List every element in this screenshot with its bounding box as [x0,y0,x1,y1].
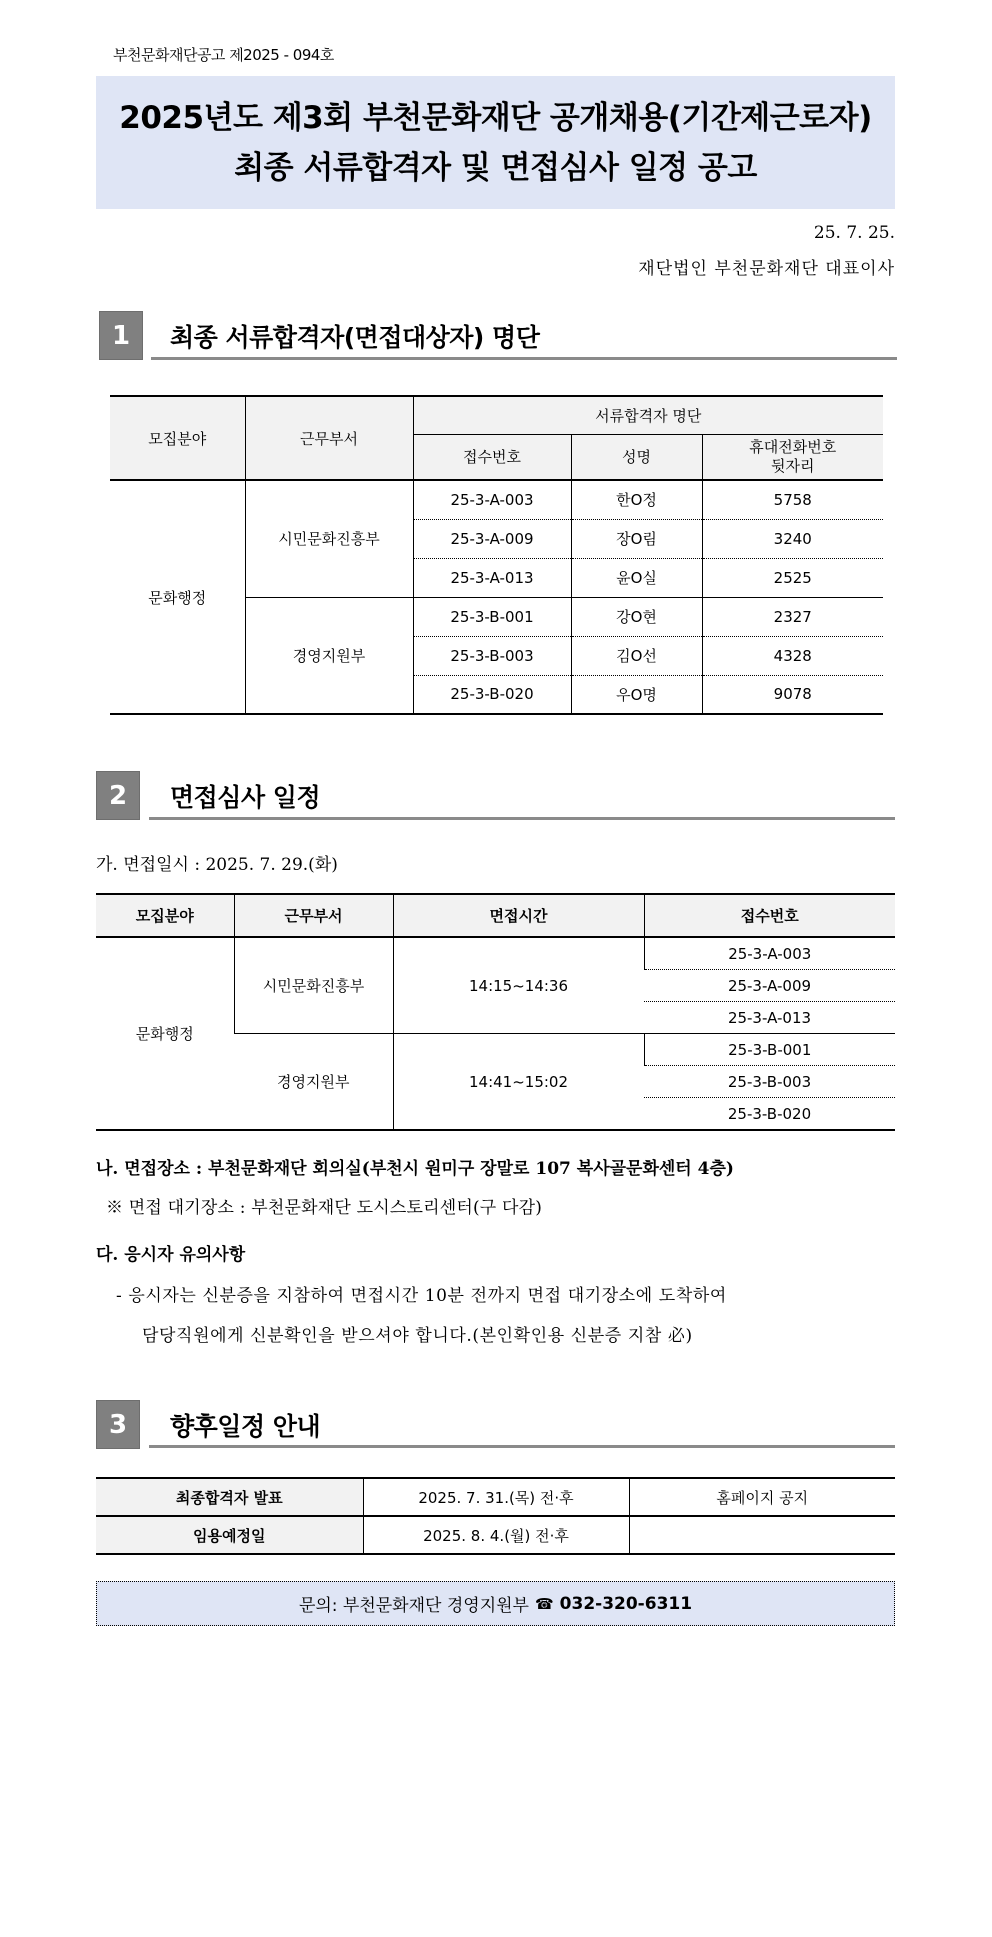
contact-box [96,1581,895,1626]
interview-location: 나. 면접장소 : 부천문화재단 회의실(부천시 원미구 장말로 107 복사골문화센터 4층) [96,1159,734,1179]
receipt-no-cell: 25-3-B-001 [644,1034,895,1066]
receipt-no-cell: 25-3-A-003 [644,937,895,970]
contact-phone: 032-320-6311 [559,1593,693,1614]
issuer: 재단법인 부천문화재단 대표이사 [638,259,895,279]
header-department: 근무부서 [245,396,413,480]
table-row [96,937,895,970]
header-name: 성명 [571,434,702,480]
section-number-1: 1 [99,311,143,360]
receipt-no-cell: 25-3-A-003 [413,480,571,519]
header-group: 서류합격자 명단 [413,396,883,434]
phone-icon: ☎ [534,1594,554,1613]
schedule-date: 2025. 8. 4.(월) 전·후 [363,1516,629,1554]
phone-tail-cell: 4328 [702,636,883,675]
header-department: 근무부서 [234,894,393,937]
section-number-3: 3 [96,1400,140,1449]
section-rule-3 [149,1445,895,1448]
receipt-no-cell: 25-3-B-003 [644,1066,895,1098]
applicant-note-line-2: 담당직원에게 신분확인을 받으셔야 합니다.(본인확인용 신분증 지참 必) [142,1326,693,1346]
header-receipt-no: 접수번호 [413,434,571,480]
header-field: 모집분야 [96,894,234,937]
name-cell: 장O림 [571,519,702,558]
table-row [96,1516,895,1554]
name-cell: 강O현 [571,597,702,636]
receipt-no-cell: 25-3-B-020 [644,1098,895,1131]
phone-tail-cell: 2327 [702,597,883,636]
contact-text: 문의: 부천문화재단 경영지원부 [298,1596,529,1616]
interview-date: 가. 면접일시 : 2025. 7. 29.(화) [96,855,338,875]
phone-tail-cell: 3240 [702,519,883,558]
header-field: 모집분야 [110,396,245,480]
phone-tail-cell: 5758 [702,480,883,519]
header-phone-tail [702,434,883,480]
department-cell: 시민문화진흥부 [234,937,393,1034]
department-cell: 경영지원부 [234,1034,393,1131]
notice-number: 부천문화재단공고 제2025 - 094호 [113,46,334,64]
header-time: 면접시간 [393,894,644,937]
section-title-1: 최종 서류합격자(면접대상자) 명단 [170,323,540,352]
section-title-3: 향후일정 안내 [170,1412,321,1441]
table-row [96,1478,895,1516]
phone-tail-cell: 9078 [702,675,883,714]
title-line-2: 최종 서류합격자 및 면접심사 일정 공고 [234,149,757,186]
interview-schedule-table [96,893,895,1131]
time-cell: 14:41~15:02 [393,1034,644,1131]
name-cell: 김O선 [571,636,702,675]
applicants-table [110,395,883,715]
section-number-2: 2 [96,771,140,820]
schedule-date: 2025. 7. 31.(목) 전·후 [363,1478,629,1516]
section-rule-2 [149,817,895,820]
section-title-2: 면접심사 일정 [170,783,321,812]
receipt-no-cell: 25-3-A-013 [644,1002,895,1034]
field-cell: 문화행정 [96,937,234,1130]
schedule-label: 임용예정일 [96,1516,363,1554]
time-cell: 14:15~14:36 [393,937,644,1034]
receipt-no-cell: 25-3-A-013 [413,558,571,597]
department-cell: 시민문화진흥부 [245,480,413,597]
waiting-location-note: ※ 면접 대기장소 : 부천문화재단 도시스토리센터(구 다감) [106,1198,543,1218]
receipt-no-cell: 25-3-B-001 [413,597,571,636]
phone-tail-cell: 2525 [702,558,883,597]
title-banner [96,76,895,209]
receipt-no-cell: 25-3-B-020 [413,675,571,714]
header-phone-tail-line2: 뒷자리 [771,456,815,475]
name-cell: 한O정 [571,480,702,519]
applicant-notes-heading: 다. 응시자 유의사항 [96,1245,246,1265]
schedule-note: 홈페이지 공지 [629,1478,895,1516]
receipt-no-cell: 25-3-B-003 [413,636,571,675]
field-cell: 문화행정 [110,480,245,714]
name-cell: 윤O실 [571,558,702,597]
schedule-note [629,1516,895,1554]
header-phone-tail-line1: 휴대전화번호 [749,437,837,456]
table-row [110,480,883,519]
receipt-no-cell: 25-3-A-009 [413,519,571,558]
schedule-label: 최종합격자 발표 [96,1478,363,1516]
department-cell: 경영지원부 [245,597,413,714]
name-cell: 우O명 [571,675,702,714]
section-rule-1 [151,357,897,360]
upcoming-schedule-table [96,1477,895,1555]
applicant-note-line-1: - 응시자는 신분증을 지참하여 면접시간 10분 전까지 면접 대기장소에 도착하여 [116,1286,727,1306]
receipt-no-cell: 25-3-A-009 [644,970,895,1002]
title-line-1: 2025년도 제3회 부천문화재단 공개채용(기간제근로자) [119,99,872,136]
header-receipt-no: 접수번호 [644,894,895,937]
notice-date: 25. 7. 25. [813,223,895,243]
